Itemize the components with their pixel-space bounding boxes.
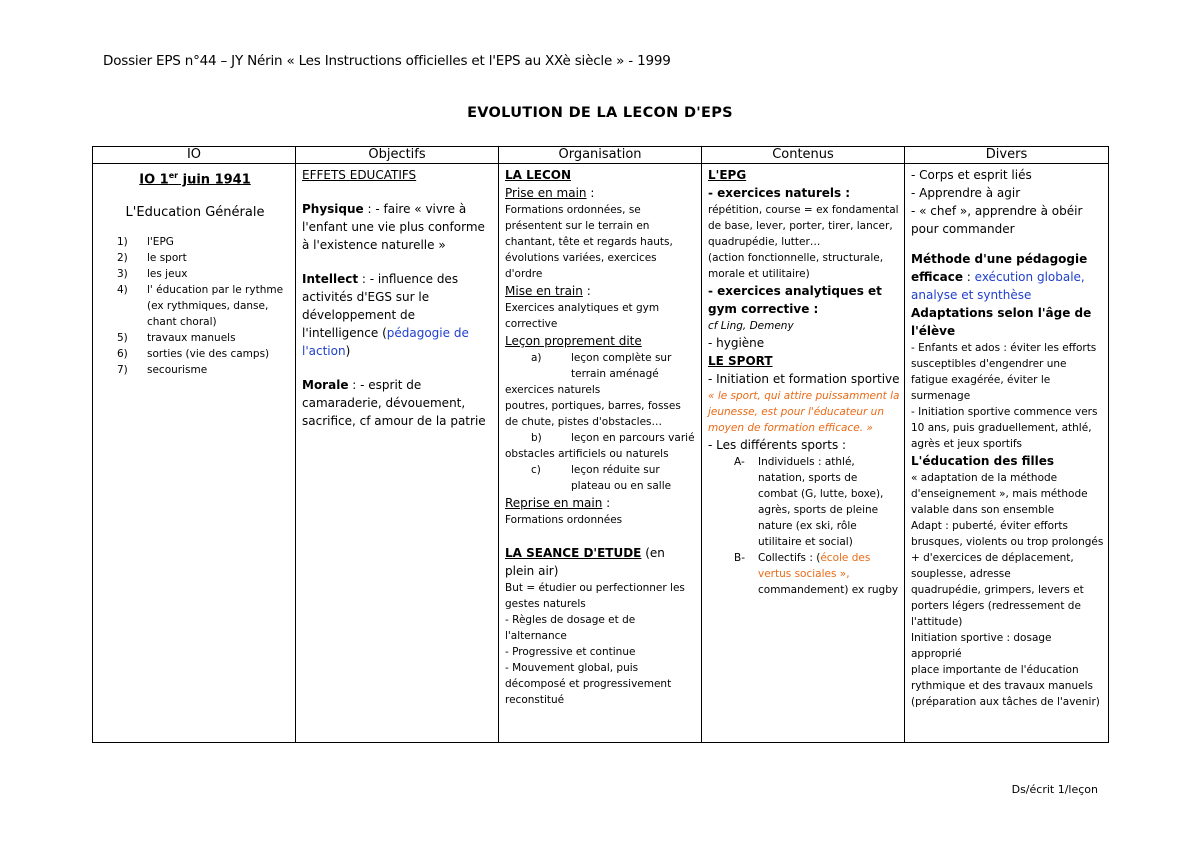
list-item: 5) travaux manuels — [117, 332, 236, 345]
contenus-cf: cf Ling, Demeny — [708, 320, 794, 332]
list-item: 3) les jeux — [117, 268, 188, 281]
org-b-content: obstacles artificiels ou naturels — [505, 448, 669, 460]
contenus-ex-analytiques: - exercices analytiques et gym corrective : — [708, 284, 882, 316]
divers-methode: Méthode d'une pédagogie efficace : exécution globale, analyse et synthèse — [911, 252, 1088, 302]
divers-filles-text: + d'exercices de déplacement, souplesse, adresse — [911, 552, 1074, 580]
objectif-physique: Physique : - faire « vivre à l'enfant une vie plus conforme à l'existence naturelle » — [302, 202, 485, 252]
cell-organisation — [499, 164, 702, 743]
contenus-ex-naturels-text: répétition, course = ex fondamental de base, lever, porter, tirer, lancer, quadrupédie, lutter… — [708, 204, 899, 248]
divers-filles-text: Initiation sportive : dosage approprié — [911, 632, 1052, 660]
divers-line: - Apprendre à agir — [911, 186, 1021, 200]
list-item: 2) le sport — [117, 252, 187, 265]
cell-objectifs — [296, 164, 499, 743]
column-header-divers: Divers — [905, 147, 1109, 164]
list-item: 1) l'EPG — [117, 236, 174, 249]
divers-filles-text: « adaptation de la méthode d'enseignement », mais méthode valable dans son ensemble — [911, 472, 1088, 516]
list-item: 6) sorties (vie des camps) — [117, 348, 270, 361]
list-item: A- Individuels : athlé, natation, sports de combat (G, lutte, boxe), agrès, sports de pleine nature (ex ski, rôle utilitaire et social) — [734, 456, 884, 548]
org-lecon-proprement: Leçon proprement dite — [505, 334, 642, 348]
org-mise-label: Mise en train : — [505, 284, 591, 298]
column-header-contenus: Contenus — [702, 147, 905, 164]
org-lecon-heading: LA LECON — [505, 168, 572, 182]
list-item: 7) secourisme — [117, 364, 208, 377]
cell-io — [93, 164, 296, 743]
objectif-morale: Morale : - esprit de camaraderie, dévouement, sacrifice, cf amour de la patrie — [302, 378, 486, 428]
divers-adapt-text: - Initiation sportive commence vers 10 ans, puis graduellement, athlé, agrès et jeux sportifs — [911, 406, 1098, 450]
org-seance-rule: - Règles de dosage et de l'alternance — [505, 614, 636, 642]
io-list — [99, 234, 291, 378]
org-a-content-2: poutres, portiques, barres, fosses de chute, pistes d'obstacles… — [505, 400, 681, 428]
divers-filles-text: quadrupédie, grimpers, levers et porters légers (redressement de l'attitude) — [911, 584, 1084, 628]
divers-filles-heading: L'éducation des filles — [911, 454, 1055, 468]
org-seance-but: But = étudier ou perfectionner les gestes naturels — [505, 582, 685, 610]
org-mise-text: Exercices analytiques et gym corrective — [505, 302, 660, 330]
divers-adapt-heading: Adaptations selon l'âge de l'élève — [911, 306, 1092, 338]
divers-line: - Corps et esprit liés — [911, 168, 1032, 182]
io-date: IO 1er juin 1941 — [139, 171, 251, 188]
table-row — [93, 164, 1109, 743]
org-seance-rule: - Progressive et continue — [505, 646, 636, 658]
page-footer: Ds/écrit 1/leçon — [1011, 783, 1098, 796]
objectifs-heading: EFFETS EDUCATIFS — [302, 168, 417, 182]
divers-adapt-text: - Enfants et ados : éviter les efforts susceptibles d'engendrer une fatigue exagérée, éviter le surmenage — [911, 342, 1097, 402]
org-prise-label: Prise en main : — [505, 186, 595, 200]
contenus-hygiene: - hygiène — [708, 336, 765, 350]
org-seance-rule: - Mouvement global, puis décomposé et progressivement reconstitué — [505, 662, 672, 706]
list-item: a) leçon complète sur terrain aménagé — [531, 352, 672, 380]
objectif-intellect: Intellect : - influence des activités d'EGS sur le développement de l'intelligence (pédagogie de l'action) — [302, 272, 469, 358]
io-subtitle: L'Education Générale — [125, 205, 265, 221]
org-reprise-text: Formations ordonnées — [505, 514, 623, 526]
list-item: B- Collectifs : (école des vertus sociales », commandement) ex rugby — [734, 552, 899, 596]
document-header: Dossier EPS n°44 – JY Nérin « Les Instructions officielles et l'EPS au XXè siècle » - 1999 — [103, 53, 671, 69]
lesson-table — [92, 146, 1109, 743]
contenus-ex-naturels: - exercices naturels : — [708, 186, 851, 200]
column-header-io: IO — [93, 147, 296, 164]
column-header-organisation: Organisation — [499, 147, 702, 164]
column-header-objectifs: Objectifs — [296, 147, 499, 164]
org-seance-heading: LA SEANCE D'ETUDE (en plein air) — [505, 546, 665, 578]
contenus-types: - Les différents sports : — [708, 438, 847, 452]
divers-line: - « chef », apprendre à obéir pour commander — [911, 204, 1083, 236]
contenus-initiation: - Initiation et formation sportive — [708, 372, 900, 386]
list-item: b) leçon en parcours varié — [531, 432, 695, 444]
page-title: EVOLUTION DE LA LECON D'EPS — [467, 105, 733, 121]
cell-contenus — [702, 164, 905, 743]
contenus-ex-naturels-paren: (action fonctionnelle, structurale, morale et utilitaire) — [708, 252, 884, 280]
contenus-quote: « le sport, qui attire puissamment la jeunesse, est pour l'éducateur un moyen de formation efficace. » — [708, 390, 900, 434]
cell-divers — [905, 164, 1109, 743]
org-prise-text: Formations ordonnées, se présentent sur le terrain en chantant, tête et regards hauts, évolutions variées, exercices d'ordre — [505, 204, 673, 280]
list-item: 4) l' éducation par le rythme (ex rythmiques, danse, chant choral) — [117, 284, 284, 329]
org-reprise-label: Reprise en main : — [505, 496, 611, 510]
list-item: c) leçon réduite sur plateau ou en salle — [531, 464, 672, 492]
divers-filles-text: place importante de l'éducation rythmique et des travaux manuels (préparation aux tâches de l'avenir) — [911, 664, 1100, 708]
divers-filles-text: Adapt : puberté, éviter efforts brusques, violents ou trop prolongés — [911, 520, 1104, 548]
org-a-content: exercices naturels — [505, 384, 601, 396]
table-header-row — [93, 147, 1109, 164]
contenus-sport-heading: LE SPORT — [708, 354, 773, 368]
contenus-epg-heading: L'EPG — [708, 168, 747, 182]
